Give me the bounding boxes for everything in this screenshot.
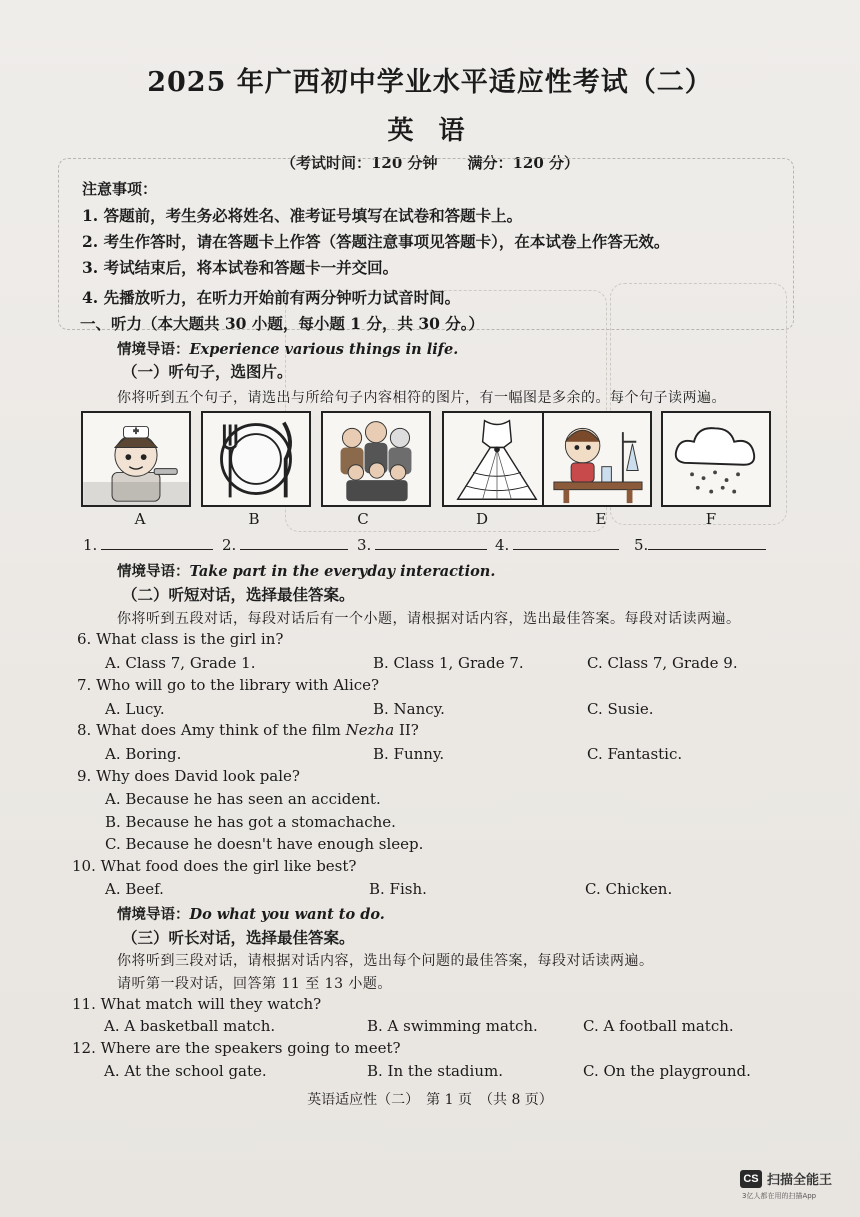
answer-blank	[357, 535, 487, 554]
scene-intro	[117, 338, 458, 359]
scene-text: Do what you want to do.	[189, 906, 385, 923]
watermark-brand: 扫描全能王	[767, 1173, 833, 1188]
picture-label: A	[134, 510, 146, 528]
notice-item: 3. 考试结束后，将本试卷和答题卡一并交回。	[82, 258, 399, 277]
scene-label: 情境导语：	[117, 341, 190, 358]
dress-icon	[442, 411, 552, 507]
answer-blank	[634, 535, 766, 554]
notice-heading: 注意事项：	[82, 180, 158, 198]
option: A. Beef.	[105, 880, 164, 898]
option: C. Class 7, Grade 9.	[587, 654, 738, 672]
notice-item: 2. 考生作答时，请在答题卡上作答（答题注意事项见答题卡），在本试卷上作答无效。	[82, 232, 670, 251]
picture-label: C	[357, 510, 369, 528]
scene-intro	[117, 560, 495, 581]
option: B. Funny.	[373, 745, 445, 763]
page-footer: 英语适应性（二） 第 1 页 （共 8 页）	[307, 1092, 553, 1108]
part-subinstruction: 请听第一段对话，回答第 11 至 13 小题。	[117, 976, 392, 992]
option: B. A swimming match.	[367, 1017, 538, 1035]
part-title: （二）听短对话，选择最佳答案。	[122, 585, 355, 604]
nurse-icon	[81, 411, 191, 507]
time-info: （考试时间：120 分钟 满分：120 分）	[280, 154, 580, 172]
part-title: （一）听句子，选图片。	[122, 362, 293, 381]
scene-intro	[117, 903, 385, 924]
option: B. Class 1, Grade 7.	[373, 654, 524, 672]
question: 11. What match will they watch?	[72, 995, 322, 1013]
notice-item: 4. 先播放听力，在听力开始前有两分钟听力试音时间。	[82, 288, 461, 307]
question-text: II?	[394, 721, 419, 739]
listening-heading: 一、听力（本大题共 30 小题，每小题 1 分，共 30 分。）	[80, 314, 485, 333]
option: A. Lucy.	[105, 700, 165, 718]
picture-label: D	[475, 510, 489, 528]
cs-logo-icon: CS	[740, 1170, 762, 1188]
part-instruction: 你将听到五段对话，每段对话后有一个小题，请根据对话内容，选出最佳答案。每段对话读两遍。	[117, 611, 741, 627]
question: 12. Where are the speakers going to meet?	[72, 1039, 401, 1057]
answer-blank	[83, 535, 213, 554]
option: A. At the school gate.	[104, 1062, 267, 1080]
scene-label: 情境导语：	[117, 563, 190, 580]
plate-fork-knife-icon	[201, 411, 311, 507]
film-title: Nezha	[345, 721, 395, 739]
picture-label: F	[705, 510, 717, 528]
option: B. Because he has got a stomachache.	[105, 813, 396, 831]
exam-title: 2025 年广西初中学业水平适应性考试（二）	[147, 67, 713, 98]
scene-label: 情境导语：	[117, 906, 190, 923]
question: 6. What class is the girl in?	[77, 630, 284, 648]
question: 9. Why does David look pale?	[77, 767, 300, 785]
blank-number: 3.	[357, 536, 372, 554]
option: C. A football match.	[583, 1017, 734, 1035]
watermark-tagline: 3亿人都在用的扫描App	[742, 1192, 817, 1200]
blank-number: 4.	[495, 536, 510, 554]
option: C. Susie.	[587, 700, 654, 718]
subject-title: 英 语	[387, 116, 473, 146]
notice-item: 1. 答题前，考生务必将姓名、准考证号填写在试卷和答题卡上。	[82, 206, 523, 225]
question: 7. Who will go to the library with Alice?	[77, 676, 380, 694]
option: C. Chicken.	[585, 880, 673, 898]
option: C. On the playground.	[583, 1062, 751, 1080]
part-title: （三）听长对话，选择最佳答案。	[122, 928, 355, 947]
question	[77, 721, 419, 739]
answer-blank	[495, 535, 619, 554]
option: B. Nancy.	[373, 700, 445, 718]
science-girl-icon	[542, 411, 652, 507]
part-instruction: 你将听到三段对话，请根据对话内容，选出每个问题的最佳答案，每段对话读两遍。	[117, 953, 654, 969]
blank-number: 5.	[634, 536, 649, 554]
part-instruction: 你将听到五个句子，请选出与所给句子内容相符的图片，有一幅图是多余的。每个句子读两遍。	[117, 390, 726, 406]
blank-number: 1.	[83, 536, 98, 554]
rain-cloud-icon	[661, 411, 771, 507]
option: C. Fantastic.	[587, 745, 683, 763]
answer-blank	[222, 535, 348, 554]
option: A. A basketball match.	[104, 1017, 276, 1035]
option: A. Because he has seen an accident.	[105, 790, 381, 808]
picture-row	[81, 411, 771, 511]
option: B. In the stadium.	[367, 1062, 503, 1080]
question-text: 8. What does Amy think of the film	[77, 721, 346, 739]
blank-number: 2.	[222, 536, 237, 554]
family-icon	[321, 411, 431, 507]
option: A. Class 7, Grade 1.	[105, 654, 256, 672]
option: A. Boring.	[105, 745, 182, 763]
picture-label: B	[248, 510, 260, 528]
picture-label: E	[595, 510, 607, 528]
scene-text: Experience various things in life.	[189, 341, 459, 358]
option: B. Fish.	[369, 880, 427, 898]
option: C. Because he doesn't have enough sleep.	[105, 835, 424, 853]
question: 10. What food does the girl like best?	[72, 857, 357, 875]
scene-text: Take part in the everyday interaction.	[189, 563, 496, 580]
